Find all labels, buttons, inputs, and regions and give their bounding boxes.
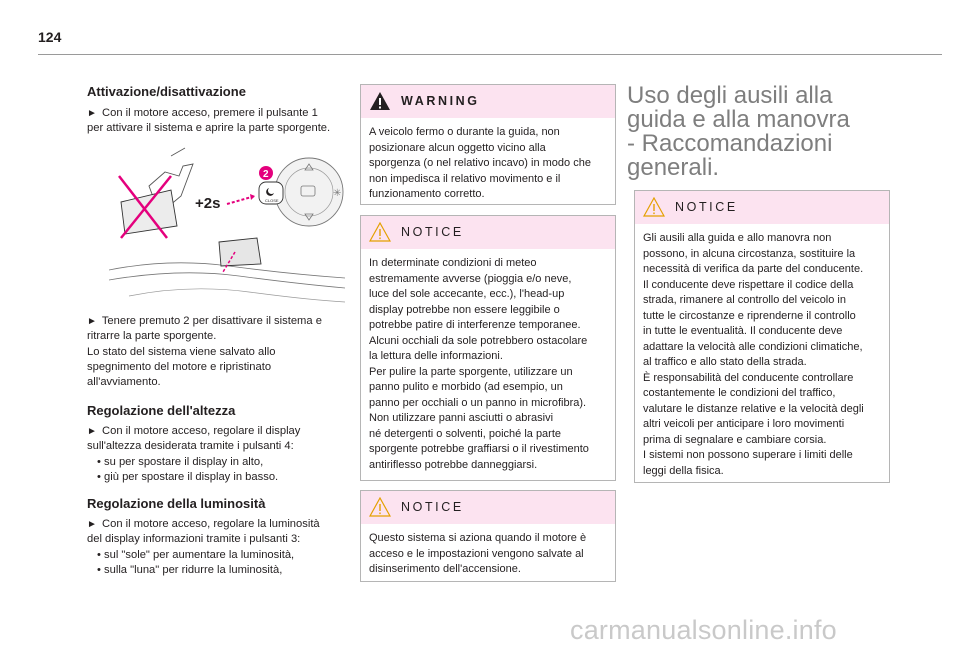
watermark: carmanualsonline.info: [570, 615, 837, 645]
notice-text-2: Questo sistema si aziona quando il motore è acceso e le impostazioni vengono salvate al disinserimento dell'accensione.: [369, 532, 587, 575]
notice-title-2: NOTICE: [401, 500, 464, 514]
notice-triangle-icon: [369, 222, 391, 242]
section-title: Uso degli ausili alla guida e alla manovra - Raccomandazioni generali.: [627, 82, 850, 181]
deactivation-text: ► Tenere premuto 2 per disattivare il sistema e ritrarre la parte sporgente. Lo stato del sistema viene salvato allo spegnimento del motore e ripristinato all'avviamento.: [87, 315, 322, 389]
notice-title-3: NOTICE: [675, 200, 738, 214]
section-heading-brightness: Regolazione della luminosità: [87, 496, 266, 511]
arrow-bullet-icon: ►: [87, 519, 97, 530]
warning-box: [360, 84, 616, 205]
section-heading-height: Regolazione dell'altezza: [87, 403, 236, 418]
svg-text:✳: ✳: [333, 188, 342, 199]
notice-header-3: [635, 191, 889, 224]
svg-text:+2s: +2s: [195, 195, 221, 212]
notice-box-2: [360, 490, 616, 582]
notice-header-2: [361, 491, 615, 524]
notice-triangle-icon: [369, 497, 391, 517]
warning-header: [361, 85, 615, 118]
svg-text:CLOSE: CLOSE: [265, 198, 279, 203]
notice-title-1: NOTICE: [401, 225, 464, 239]
dashboard-button-illustration: [109, 146, 345, 306]
warning-triangle-icon: [369, 91, 391, 111]
arrow-bullet-icon: ►: [87, 108, 97, 119]
notice-text-1: In determinate condizioni di meteo estremamente avverse (pioggia e/o neve, luce del sole accecante, ecc.), l'head-up display potrebbe non essere leggibile o potrebbe patire di interferenze temporanee. Alcuni occhiali da sole potrebbero ostacolare la lettura delle informazioni. Per pulire la parte sporgente, utilizzare un panno pulito e morbido (ad esempio, un panno per occhiali o un panno in microfibra). Non utilizzare panni asciutti o abrasivi né detergenti o solventi, poiché la parte sporgente potrebbe graffiarsi o il rivestimento antiriflesso potrebbe danneggiarsi.: [369, 257, 589, 471]
hud-controls-illustration: [109, 146, 345, 306]
warning-title: WARNING: [401, 94, 480, 108]
height-text: ► Con il motore acceso, regolare il display sull'altezza desiderata tramite i pulsanti 4: • su per spostare il display in alto, • giù per spostare il display in basso.: [87, 425, 301, 483]
notice-text-3: Gli ausili alla guida e allo manovra non possono, in alcuna circostanza, sostituire la necessità di verifica da parte del conducente. Il conducente deve rispettare il codice della strada, rimanere al controllo del veicolo in tutte le circostanze e riprenderne il controllo in tutte le eventualità. Il conducente deve adattare la velocità alle condizioni climatiche, al traffico e allo stato della strada. È responsabilità del conducente controllare costantemente le condizioni del traffico, valutare le distanze relative e la velocità degli altri veicoli per anticipare i loro movimenti prima di segnalare e cambiare corsia. I sistemi non possono superare i limiti delle leggi della fisica.: [643, 232, 864, 477]
notice-box-3: [634, 190, 890, 483]
header-rule: [38, 54, 942, 55]
arrow-bullet-icon: ►: [87, 426, 97, 437]
brightness-text: ► Con il motore acceso, regolare la luminosità del display informazioni tramite i pulsanti 3: • sul "sole" per aumentare la luminosità, • sulla "luna" per ridurre la luminosità,: [87, 518, 320, 576]
arrow-bullet-icon: ►: [87, 316, 97, 327]
svg-text:2: 2: [263, 169, 269, 180]
page-number: 124: [38, 29, 62, 45]
notice-triangle-icon: [643, 197, 665, 217]
warning-text: A veicolo fermo o durante la guida, non posizionare alcun oggetto vicino alla sporgenza (o nel relativo incavo) in modo che non impedisca il relativo movimento e il funzionamento corretto.: [369, 126, 591, 200]
notice-header-1: [361, 216, 615, 249]
notice-box-1: [360, 215, 616, 481]
section-heading-activation: Attivazione/disattivazione: [87, 84, 246, 99]
activation-text: ► Con il motore acceso, premere il pulsante 1 per attivare il sistema e aprire la parte sporgente.: [87, 107, 331, 135]
